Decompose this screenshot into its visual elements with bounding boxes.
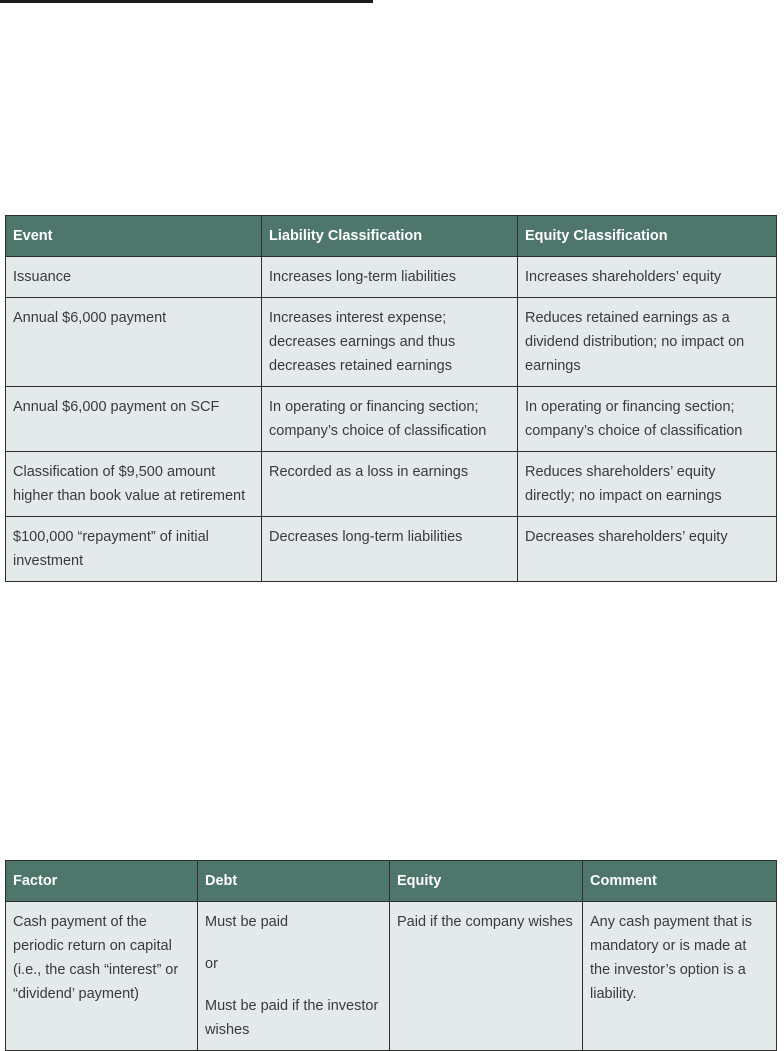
- equity-cell: Reduces retained earnings as a dividend distribution; no impact on earnings: [518, 298, 777, 387]
- event-cell: Classification of $9,500 amount higher than book value at retirement: [6, 452, 262, 517]
- equity-cell: Decreases shareholders’ equity: [518, 517, 777, 582]
- header-debt: Debt: [198, 861, 390, 902]
- equity-cell: Reduces shareholders’ equity directly; no impact on earnings: [518, 452, 777, 517]
- event-cell: Annual $6,000 payment on SCF: [6, 387, 262, 452]
- liability-cell: Increases long-term liabilities: [262, 257, 518, 298]
- debt-equity-factor-table: [5, 860, 777, 1051]
- event-cell: Annual $6,000 payment: [6, 298, 262, 387]
- table-header-row: [6, 216, 777, 257]
- factor-cell: Cash payment of the periodic return on capital (i.e., the cash “interest” or “dividend’ payment): [6, 902, 198, 1051]
- liability-cell: In operating or financing section; company’s choice of classification: [262, 387, 518, 452]
- debt-line-investor-wishes: Must be paid if the investor wishes: [205, 998, 379, 1038]
- table-row: [6, 298, 777, 387]
- liability-cell: Recorded as a loss in earnings: [262, 452, 518, 517]
- header-comment: Comment: [583, 861, 777, 902]
- header-factor: Factor: [6, 861, 198, 902]
- header-event: Event: [6, 216, 262, 257]
- equity-cell: In operating or financing section; company’s choice of classification: [518, 387, 777, 452]
- liability-cell: Increases interest expense; decreases earnings and thus decreases retained earnings: [262, 298, 518, 387]
- event-cell: $100,000 “repayment” of initial investment: [6, 517, 262, 582]
- table-row: [6, 452, 777, 517]
- table-header-row: [6, 861, 777, 902]
- header-liability-classification: Liability Classification: [262, 216, 518, 257]
- comment-cell: Any cash payment that is mandatory or is made at the investor’s option is a liability.: [583, 902, 777, 1051]
- table-row: [6, 902, 777, 1051]
- table-row: [6, 387, 777, 452]
- table-row: [6, 517, 777, 582]
- event-cell: Issuance: [6, 257, 262, 298]
- equity-cell: Paid if the company wishes: [390, 902, 583, 1051]
- classification-table: [5, 215, 777, 582]
- table-row: [6, 257, 777, 298]
- liability-cell: Decreases long-term liabilities: [262, 517, 518, 582]
- debt-line-must-be-paid: Must be paid: [205, 914, 289, 930]
- equity-cell: Increases shareholders’ equity: [518, 257, 777, 298]
- top-rule: [0, 0, 373, 3]
- header-equity-classification: Equity Classification: [518, 216, 777, 257]
- debt-cell: [198, 902, 390, 1051]
- debt-line-or: or: [205, 956, 218, 972]
- header-equity: Equity: [390, 861, 583, 902]
